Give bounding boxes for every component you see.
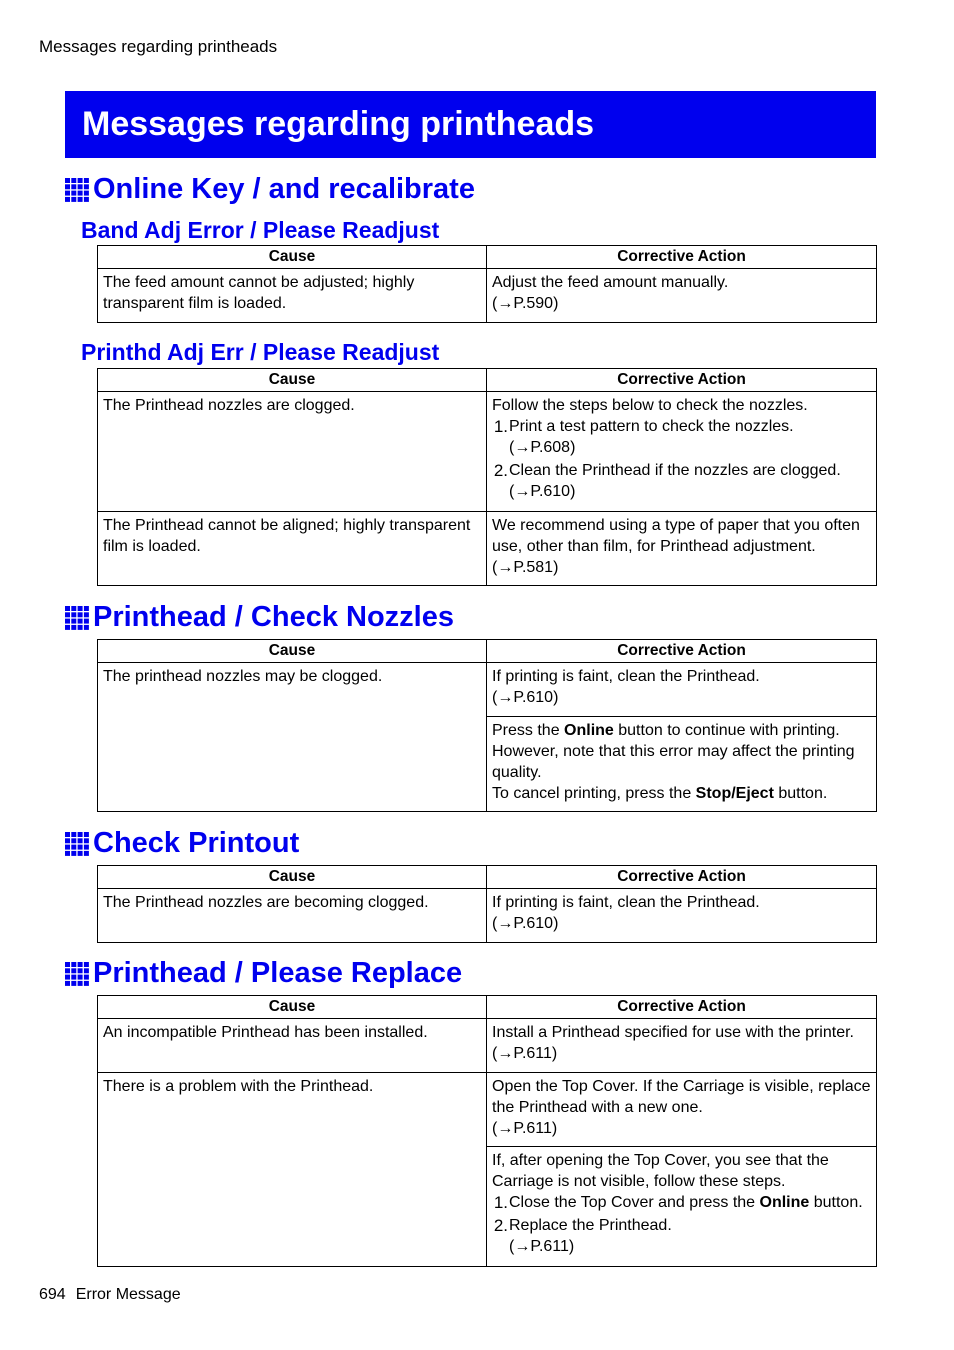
action-cell bbox=[487, 512, 877, 586]
cause-cell: The Printhead nozzles are clogged. bbox=[98, 392, 487, 512]
section-title: Online Key / and recalibrate bbox=[93, 173, 475, 205]
check-printout-table bbox=[97, 865, 877, 943]
action-cell bbox=[487, 1147, 877, 1267]
table-row bbox=[98, 889, 877, 943]
action-header: Corrective Action bbox=[487, 369, 877, 392]
cause-cell: The Printhead nozzles are becoming clogged. bbox=[98, 889, 487, 943]
step-text: Print a test pattern to check the nozzles. bbox=[509, 418, 794, 435]
grid-icon bbox=[65, 178, 89, 202]
step-item bbox=[492, 416, 872, 437]
table-header-row bbox=[98, 866, 877, 889]
band-adj-table bbox=[97, 245, 877, 323]
action-text: Press the Online button to continue with printing. However, note that this error may affect the printing quality. bbox=[492, 722, 855, 781]
action-header: Corrective Action bbox=[487, 866, 877, 889]
action-cell bbox=[487, 269, 877, 323]
section-heading-check-nozzles bbox=[65, 601, 454, 634]
cause-header: Cause bbox=[98, 246, 487, 269]
page-number: 694 bbox=[39, 1286, 66, 1303]
online-button-label: Online bbox=[759, 1194, 810, 1211]
action-cell bbox=[487, 1019, 877, 1073]
check-nozzles-table bbox=[97, 639, 877, 812]
action-cell bbox=[487, 889, 877, 943]
step-item bbox=[492, 1192, 872, 1213]
table-row bbox=[98, 512, 877, 586]
action-text: We recommend using a type of paper that you often use, other than film, for Printhead adjustment. bbox=[492, 517, 860, 555]
running-head: Messages regarding printheads bbox=[39, 37, 278, 56]
action-cell bbox=[487, 663, 877, 717]
action-text: If printing is faint, clean the Printhead. bbox=[492, 894, 760, 911]
page-reference: (→P.581) bbox=[492, 559, 559, 576]
step-number: 1. bbox=[493, 1193, 508, 1212]
table-row bbox=[98, 663, 877, 717]
page-reference: (→P.611) bbox=[492, 1120, 558, 1137]
printhd-adj-table bbox=[97, 368, 877, 586]
grid-icon bbox=[65, 832, 89, 856]
section-heading-check-printout bbox=[65, 827, 299, 860]
please-replace-table bbox=[97, 995, 877, 1267]
step-text: Clean the Printhead if the nozzles are clogged. bbox=[509, 462, 841, 479]
step-item bbox=[492, 460, 872, 481]
step-item bbox=[492, 1215, 872, 1236]
page-reference: (→P.611) bbox=[492, 1045, 558, 1062]
cause-cell: There is a problem with the Printhead. bbox=[98, 1073, 487, 1267]
table-header-row bbox=[98, 246, 877, 269]
table-header-row bbox=[98, 996, 877, 1019]
page-reference: (→P.610) bbox=[492, 915, 559, 932]
cause-header: Cause bbox=[98, 996, 487, 1019]
page-reference: (→P.610) bbox=[492, 689, 559, 706]
action-cell bbox=[487, 717, 877, 812]
grid-icon bbox=[65, 606, 89, 630]
action-header: Corrective Action bbox=[487, 246, 877, 269]
stop-eject-button-label: Stop/Eject bbox=[695, 785, 774, 802]
page-title-banner: Messages regarding printheads bbox=[65, 91, 876, 158]
step-text: Replace the Printhead. bbox=[509, 1217, 672, 1234]
cause-cell: An incompatible Printhead has been installed. bbox=[98, 1019, 487, 1073]
table-row bbox=[98, 1073, 877, 1147]
action-text: Adjust the feed amount manually. bbox=[492, 274, 729, 291]
action-text: Install a Printhead specified for use with the printer. bbox=[492, 1024, 854, 1041]
page-footer bbox=[39, 1286, 181, 1304]
table-row bbox=[98, 1019, 877, 1073]
table-row bbox=[98, 269, 877, 323]
step-number: 2. bbox=[493, 1216, 508, 1235]
section-title: Printhead / Check Nozzles bbox=[93, 601, 454, 633]
footer-section: Error Message bbox=[75, 1286, 181, 1303]
section-heading-please-replace bbox=[65, 957, 462, 990]
table-row bbox=[98, 392, 877, 512]
cause-header: Cause bbox=[98, 866, 487, 889]
action-cell bbox=[487, 1073, 877, 1147]
step-text: Close the Top Cover and press the Online button. bbox=[509, 1194, 863, 1211]
cause-header: Cause bbox=[98, 640, 487, 663]
table-header-row bbox=[98, 369, 877, 392]
page-reference: (→P.610) bbox=[509, 483, 576, 500]
cause-header: Cause bbox=[98, 369, 487, 392]
cause-cell: The printhead nozzles may be clogged. bbox=[98, 663, 487, 812]
page-reference: (→P.608) bbox=[509, 439, 576, 456]
table-header-row bbox=[98, 640, 877, 663]
action-text: If, after opening the Top Cover, you see that the Carriage is not visible, follow these steps. bbox=[492, 1152, 829, 1190]
section-heading-online-key bbox=[65, 173, 475, 206]
action-text: If printing is faint, clean the Printhead. bbox=[492, 668, 760, 685]
action-cell bbox=[487, 392, 877, 512]
subsection-heading-printhd-adj: Printhd Adj Err / Please Readjust bbox=[81, 339, 440, 365]
page-reference: (→P.590) bbox=[492, 295, 559, 312]
online-button-label: Online bbox=[564, 722, 614, 739]
action-text: To cancel printing, press the Stop/Eject button. bbox=[492, 785, 828, 802]
section-title: Check Printout bbox=[93, 827, 300, 859]
cause-cell: The Printhead cannot be aligned; highly transparent film is loaded. bbox=[98, 512, 487, 586]
action-text: Follow the steps below to check the nozzles. bbox=[492, 397, 808, 414]
grid-icon bbox=[65, 962, 89, 986]
subsection-heading-band-adj: Band Adj Error / Please Readjust bbox=[81, 217, 440, 243]
action-header: Corrective Action bbox=[487, 640, 877, 663]
action-text: Open the Top Cover. If the Carriage is visible, replace the Printhead with a new one. bbox=[492, 1078, 871, 1116]
page-reference: (→P.611) bbox=[509, 1238, 575, 1255]
step-number: 2. bbox=[493, 461, 508, 480]
section-title: Printhead / Please Replace bbox=[93, 957, 463, 989]
step-number: 1. bbox=[493, 417, 508, 436]
action-header: Corrective Action bbox=[487, 996, 877, 1019]
cause-cell: The feed amount cannot be adjusted; highly transparent film is loaded. bbox=[98, 269, 487, 323]
